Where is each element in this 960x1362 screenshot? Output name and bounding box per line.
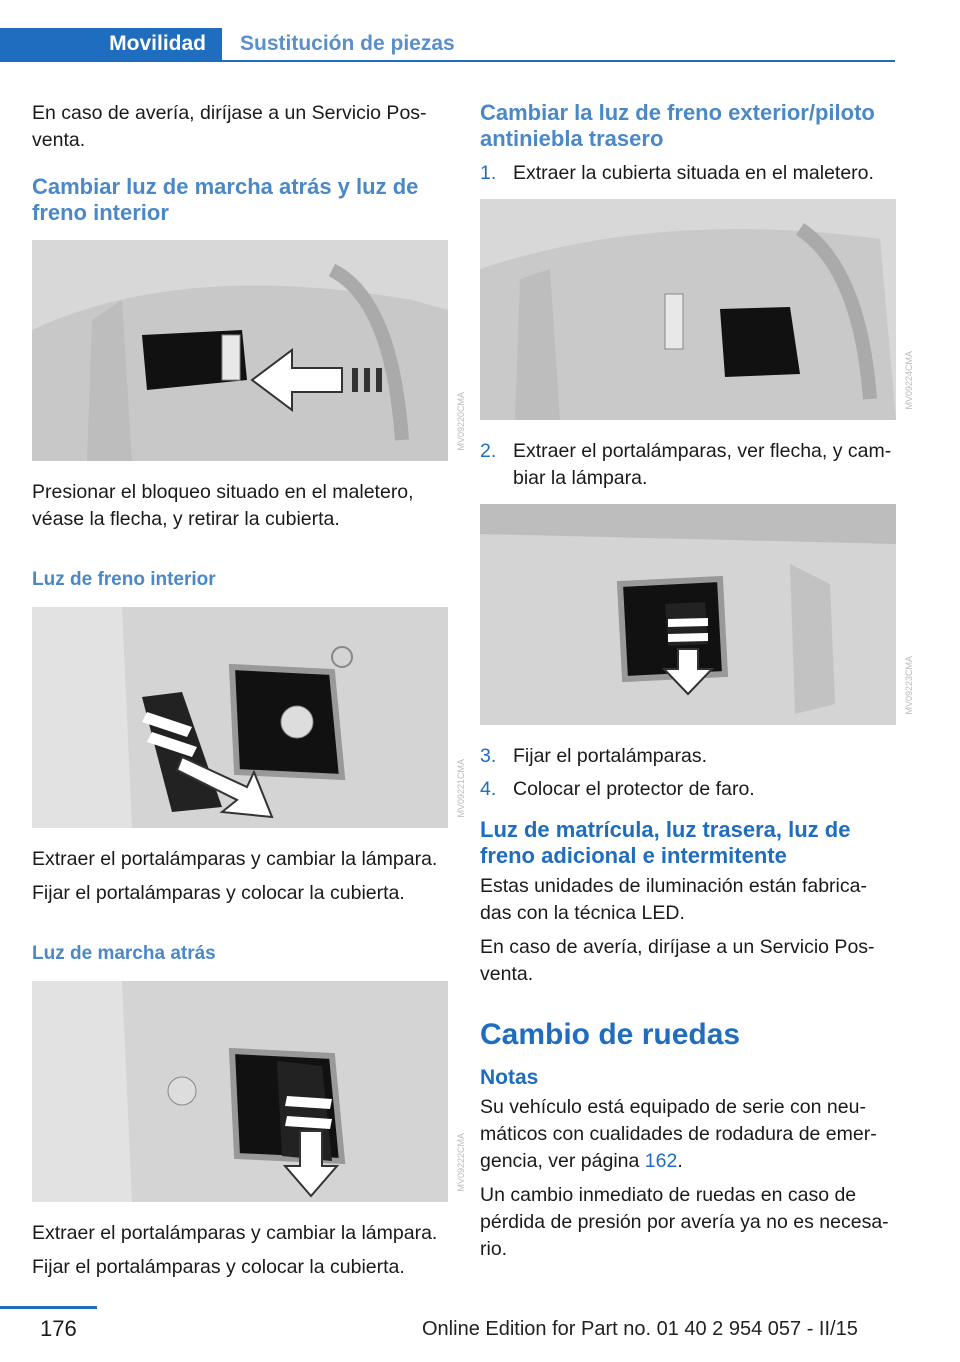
heading-reverse-brake-light: Cambiar luz de marcha atrás y luz de freno interior [32, 174, 419, 225]
para-led: Estas unidades de iluminación están fabrica-das con la técnica LED. [480, 875, 867, 924]
step-4 [480, 776, 898, 803]
para-wheel-change: Un cambio inmediato de ruedas en caso de pérdida de presión por avería ya no es necesa-rio. [480, 1184, 889, 1260]
step-text: Fijar el portalámparas. [513, 745, 707, 767]
step-number: 2. [480, 440, 497, 462]
figure-code: MV09222CMA [456, 1133, 466, 1192]
heading-notes: Notas [480, 1066, 539, 1089]
step-2 [480, 438, 898, 492]
figure-code: MV09220CMA [456, 392, 466, 451]
step-number: 1. [480, 162, 497, 184]
step-text: Extraer la cubierta situada en el maletero. [513, 162, 874, 184]
figure-interior-brake [32, 607, 466, 828]
notes-text: Su vehículo está equipado de serie con neu-máticos con cualidades de rodadura de emer-gencia, ver página [480, 1096, 877, 1172]
heading-wheel-change: Cambio de ruedas [480, 1018, 741, 1051]
para-notes [480, 1094, 898, 1175]
para-press-lock: Presionar el bloqueo situado en el maletero, véase la flecha, y retirar la cubierta. [32, 481, 414, 530]
heading-exterior-brake-light: Cambiar la luz de freno exterior/piloto antiniebla trasero [480, 100, 875, 151]
para-fix-holder-2: Fijar el portalámparas y colocar la cubierta. [32, 1256, 405, 1278]
page-number: 176 [40, 1316, 77, 1341]
reverse-light-illustration [32, 981, 448, 1202]
step-text: Extraer el portalámparas, ver flecha, y cam-biar la lámpara. [513, 440, 892, 489]
page-ref-link[interactable]: 162 [644, 1150, 678, 1172]
para-remove-holder: Extraer el portalámparas y cambiar la lámpara. [32, 848, 438, 870]
lamp-holder-illustration [480, 504, 896, 725]
subheading-interior-brake: Luz de freno interior [32, 569, 216, 590]
header-rule [0, 60, 895, 62]
step-3 [480, 743, 898, 770]
step-number: 3. [480, 745, 497, 767]
figure-code: MV09221CMA [456, 759, 466, 818]
footer-rule [0, 1306, 97, 1309]
edition-footer: Online Edition for Part no. 01 40 2 954 057 - II/15 [422, 1318, 858, 1340]
step-text: Colocar el protector de faro. [513, 778, 755, 800]
figure-trunk-lock [32, 240, 466, 461]
right-column [480, 100, 914, 1270]
para-fix-holder: Fijar el portalámparas y colocar la cubierta. [32, 882, 405, 904]
para-service: En caso de avería, diríjase a un Servicio Pos-venta. [480, 936, 875, 985]
figure-reverse-light [32, 981, 466, 1202]
figure-lamp-holder [480, 504, 914, 725]
trunk-lock-illustration [32, 240, 448, 461]
figure-code: MV09223CMA [904, 656, 914, 715]
step-1 [480, 160, 898, 187]
heading-led-lights: Luz de matrícula, luz trasera, luz de freno adicional e intermitente [480, 817, 851, 868]
notes-end: . [677, 1150, 683, 1172]
figure-trunk-cover [480, 199, 914, 420]
section-tab-sustitucion[interactable]: Sustitución de piezas [240, 32, 455, 55]
intro-paragraph: En caso de avería, diríjase a un Servicio Pos-venta. [32, 102, 427, 151]
figure-code: MV09224CMA [904, 351, 914, 410]
step-number: 4. [480, 778, 497, 800]
subheading-reverse-light: Luz de marcha atrás [32, 943, 216, 964]
para-remove-holder-2: Extraer el portalámparas y cambiar la lámpara. [32, 1222, 438, 1244]
interior-brake-illustration [32, 607, 448, 828]
section-tab-movilidad[interactable]: Movilidad [0, 28, 222, 60]
trunk-cover-illustration [480, 199, 896, 420]
left-column [32, 100, 466, 1288]
page-header [0, 0, 960, 62]
